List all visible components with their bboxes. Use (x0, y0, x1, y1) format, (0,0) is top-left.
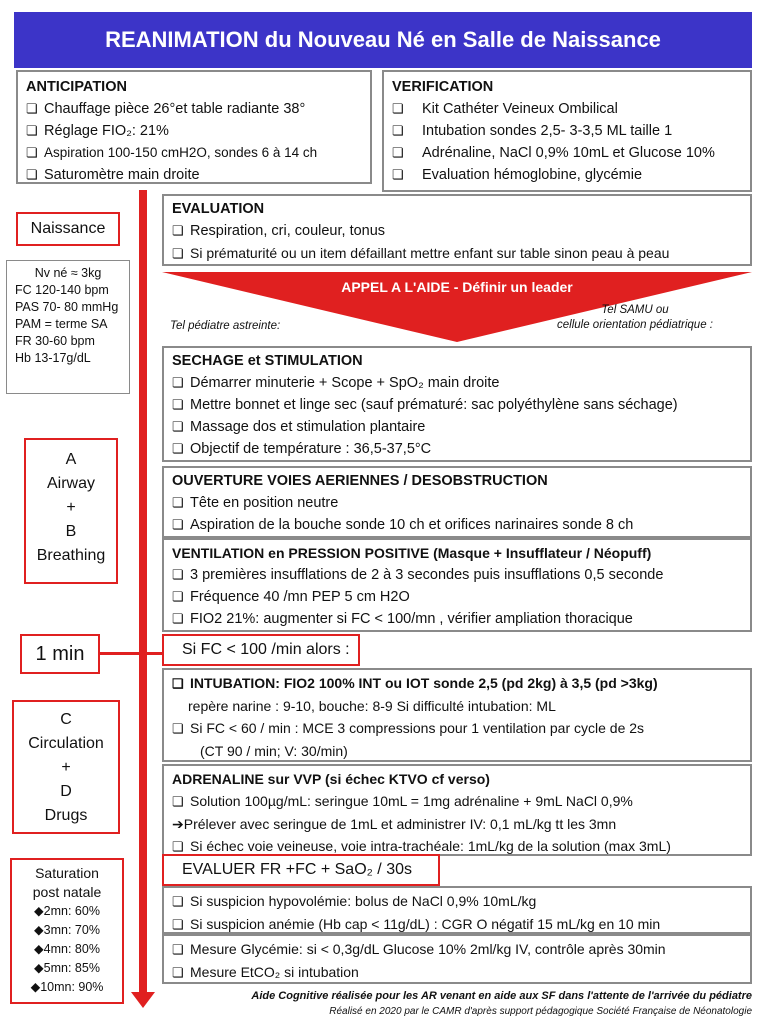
airway-breathing-box (24, 438, 118, 584)
naissance-label (16, 212, 120, 246)
norm-weight: Nv né ≈ 3kg (34, 266, 102, 280)
footer-line1: Aide Cognitive réalisée pour les AR venant en aide aux SF dans l'attente de l'arrivée du pédiatre (251, 990, 752, 1002)
ab-plus: + (66, 499, 76, 516)
ouverture-box (162, 466, 752, 538)
adrenaline-item: ❏ Solution 100µg/mL: seringue 10mL = 1mg adrénaline + 9mL NaCl 0,9% (172, 790, 742, 813)
timeline-arrow (139, 190, 147, 998)
appel-samu-line1: Tel SAMU ou (601, 304, 669, 316)
hypovolemie-box (162, 886, 752, 934)
verification-item: ❏ Intubation sondes 2,5- 3-3,5 ML taille 1 (392, 120, 742, 142)
appel-samu-line2: cellule orientation pédiatrique : (557, 319, 713, 331)
sechage-item: ❏ Démarrer minuterie + Scope + SpO₂ main droite (172, 372, 742, 394)
norm-fr: FR 30-60 bpm (15, 334, 95, 348)
verification-box (382, 70, 752, 192)
si-fc-text: Si FC < 100 /min alors : (182, 641, 350, 658)
anticipation-heading: ANTICIPATION (26, 79, 127, 95)
ventilation-box (162, 538, 752, 632)
anticipation-item: ❏ Chauffage pièce 26°et table radiante 38° (26, 98, 362, 120)
evaluer-box (162, 854, 440, 886)
appel-label: APPEL A L'AIDE - Définir un leader (341, 279, 573, 295)
saturation-title-2: post natale (32, 884, 102, 900)
sechage-item: ❏ Objectif de température : 36,5-37,5°C (172, 438, 742, 460)
ab-b: B (65, 523, 77, 540)
glycemie-item: ❏ Mesure EtCO₂ si intubation (172, 961, 742, 984)
cd-circulation: Circulation (28, 735, 104, 752)
norm-fc: FC 120-140 bpm (15, 283, 109, 297)
saturation-item: ◆2mn: 60% (34, 904, 100, 918)
saturation-box (10, 858, 124, 1004)
saturation-item: ◆5mn: 85% (34, 961, 100, 975)
ventilation-item: ❏ 3 premières insufflations de 2 à 3 secondes puis insufflations 0,5 seconde (172, 564, 742, 586)
naissance-text: Naissance (30, 220, 106, 237)
anticipation-box (16, 70, 372, 184)
ouverture-item: ❏ Aspiration de la bouche sonde 10 ch et orifices narinaires sonde 8 ch (172, 514, 742, 536)
hypo-item: ❏ Si suspicion anémie (Hb cap < 11g/dL) : CGR O négatif 15 mL/kg en 10 min (172, 913, 742, 936)
anticipation-item: ❏ Saturomètre main droite (26, 164, 362, 186)
intubation-line4: (CT 90 / min; V: 30/min) (200, 743, 348, 759)
ventilation-item: ❏ Fréquence 40 /mn PEP 5 cm H2O (172, 586, 742, 608)
one-min-connector (100, 652, 162, 655)
evaluation-box (162, 194, 752, 266)
adrenaline-box (162, 764, 752, 856)
arrow-right-icon: ➔ (172, 816, 184, 832)
sechage-heading: SECHAGE et STIMULATION (172, 353, 363, 369)
saturation-item: ◆3mn: 70% (34, 923, 100, 937)
sechage-box (162, 346, 752, 462)
anticipation-item: ❏ Aspiration 100-150 cmH2O, sondes 6 à 14 ch (26, 142, 362, 164)
si-fc-box (162, 634, 360, 666)
one-min-label (20, 634, 100, 674)
intubation-box (162, 668, 752, 762)
norm-pam: PAM = terme SA (15, 317, 108, 331)
ab-airway: Airway (46, 475, 95, 492)
hypo-item: ❏ Si suspicion hypovolémie: bolus de NaCl 0,9% 10mL/kg (172, 890, 742, 913)
ouverture-heading: OUVERTURE VOIES AERIENNES / DESOBSTRUCTION (172, 473, 548, 489)
intubation-line3: ❏ Si FC < 60 / min : MCE 3 compressions pour 1 ventilation par cycle de 2s (172, 717, 742, 740)
glycemie-box (162, 934, 752, 984)
timeline-arrow-head (131, 992, 155, 1008)
glycemie-item: ❏ Mesure Glycémie: si < 0,3g/dL Glucose 10% 2ml/kg IV, contrôle après 30min (172, 938, 742, 961)
cd-d: D (60, 783, 72, 800)
appel-pediatre: Tel pédiatre astreinte: (170, 320, 281, 332)
cd-c: C (60, 711, 72, 728)
one-min-text: 1 min (35, 643, 85, 665)
anticipation-item: ❏ Réglage FIO₂: 21% (26, 120, 362, 142)
sechage-item: ❏ Massage dos et stimulation plantaire (172, 416, 742, 438)
cd-drugs: Drugs (44, 807, 88, 824)
cd-plus: + (61, 759, 71, 776)
evaluation-heading: EVALUATION (172, 201, 265, 217)
appel-samu (520, 303, 750, 333)
circulation-drugs-box (12, 700, 120, 834)
evaluation-item: ❏ Si prématurité ou un item défaillant mettre enfant sur table sinon peau à peau (172, 242, 742, 265)
footer-line2: Réalisé en 2020 par le CAMR d'après support pédagogique Société Française de Néonatologie (329, 1006, 752, 1017)
saturation-title: Saturation (35, 865, 99, 881)
norm-pas: PAS 70- 80 mmHg (15, 300, 119, 314)
adrenaline-item-arrow: ➔Prélever avec seringue de 1mL et administrer IV: 0,1 mL/kg tt les 3mn (172, 816, 617, 832)
saturation-item: ◆4mn: 80% (34, 942, 100, 956)
adrenaline-item: ❏ Si échec voie veineuse, voie intra-trachéale: 1mL/kg de la solution (max 3mL) (172, 835, 742, 858)
ab-breathing: Breathing (36, 547, 106, 564)
verification-heading: VERIFICATION (392, 79, 494, 95)
verification-item: ❏ Adrénaline, NaCl 0,9% 10mL et Glucose 10% (392, 142, 742, 164)
norms-box (6, 260, 130, 394)
evaluation-item: ❏ Respiration, cri, couleur, tonus (172, 220, 742, 242)
verification-item: ❏ Evaluation hémoglobine, glycémie (392, 164, 742, 186)
ouverture-item: ❏ Tête en position neutre (172, 492, 742, 514)
verification-item: ❏ Kit Cathéter Veineux Ombilical (392, 98, 742, 120)
page-title: REANIMATION du Nouveau Né en Salle de Naissance (14, 12, 752, 68)
intubation-line2: repère narine : 9-10, bouche: 8-9 Si difficulté intubation: ML (188, 698, 556, 714)
ventilation-heading: VENTILATION en PRESSION POSITIVE (Masque + Insufflateur / Néopuff) (172, 545, 652, 561)
evaluer-text: EVALUER FR +FC + SaO₂ / 30s (182, 861, 412, 878)
sechage-item: ❏ Mettre bonnet et linge sec (sauf prématuré: sac polyéthylène sans séchage) (172, 394, 742, 416)
intubation-line1: ❏ INTUBATION: FIO2 100% INT ou IOT sonde 2,5 (pd 2kg) à 3,5 (pd >3kg) (172, 672, 742, 695)
ab-a: A (65, 451, 77, 468)
ventilation-item: ❏ FIO2 21%: augmenter si FC < 100/mn , vérifier ampliation thoracique (172, 608, 742, 630)
adrenaline-heading: ADRENALINE sur VVP (si échec KTVO cf verso) (172, 771, 490, 787)
saturation-item: ◆10mn: 90% (30, 980, 104, 994)
norm-hb: Hb 13-17g/dL (15, 351, 91, 365)
